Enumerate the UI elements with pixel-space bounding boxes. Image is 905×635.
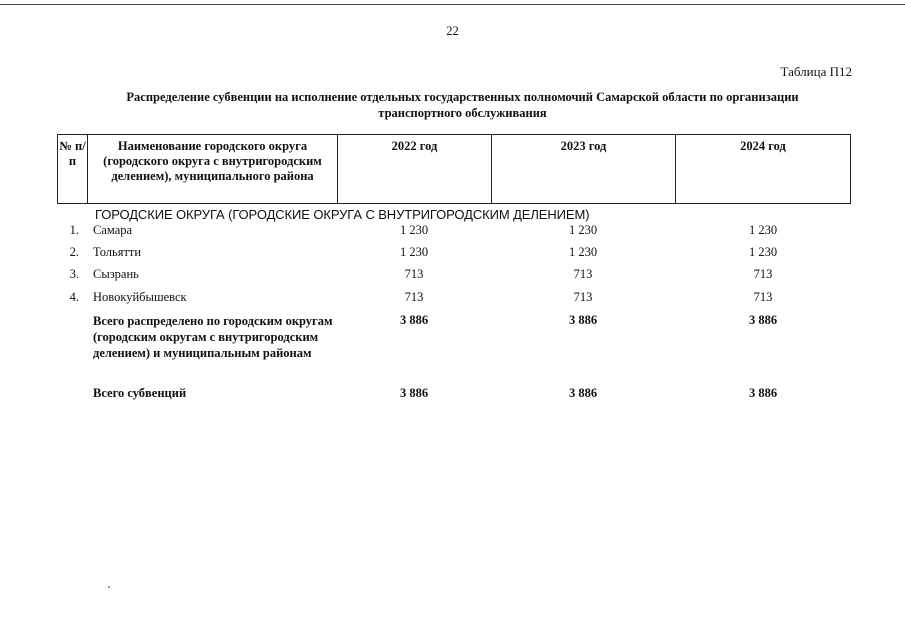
section-heading: ГОРОДСКИЕ ОКРУГА (ГОРОДСКИЕ ОКРУГА С ВНУТРИГОРОДСКИМ ДЕЛЕНИЕМ) [95,207,590,222]
total-distributed-2024: 3 886 [748,313,778,327]
row-value-2024: 713 [753,290,773,304]
row-num: 4. [69,290,79,304]
total-subvention-label: Всего субвенций [93,386,187,400]
row-name: Самара [93,223,133,237]
header-2024: 2024 год [740,139,786,153]
total-subvention-2023: 3 886 [568,386,598,400]
row-value-2023: 713 [573,290,593,304]
header-2023: 2023 год [492,135,676,203]
total-subvention-2024: 3 886 [748,386,778,400]
row-value-2022: 1 230 [399,223,429,237]
row-value-2023: 1 230 [568,245,598,259]
total-subvention-2022: 3 886 [399,386,429,400]
table-header [57,134,851,204]
document-title: Распределение субвенции на исполнение отдельных государственных полномочий Самарской области по организации транспортного обслуживания [126,90,799,120]
row-value-2022: 713 [404,290,424,304]
row-num: 2. [69,245,79,259]
top-rule [0,4,905,5]
table-label: Таблица П12 [780,64,852,79]
row-value-2024: 1 230 [748,223,778,237]
total-distributed-2023: 3 886 [568,313,598,327]
total-distributed-2022: 3 886 [399,313,429,327]
row-num: 1. [69,223,79,237]
row-name: Новокуйбышевск [93,290,187,304]
row-value-2022: 1 230 [399,245,429,259]
row-value-2023: 1 230 [568,223,598,237]
row-value-2022: 713 [404,267,424,281]
row-value-2023: 713 [573,267,593,281]
scan-speck [108,586,110,588]
total-distributed-label: Всего распределено по городским округам (городским округам с внутригородским делением) и муниципальным районам [93,314,333,360]
row-value-2024: 1 230 [748,245,778,259]
row-name: Тольятти [93,245,142,259]
header-2022: 2022 год [338,135,492,203]
header-name: Наименование городского округа (городского округа с внутригородским делением), муниципального района [88,135,338,203]
header-num: № п/п [58,135,88,203]
row-name: Сызрань [93,267,139,281]
page-number: 22 [446,24,459,38]
row-num: 3. [69,267,79,281]
row-value-2024: 713 [753,267,773,281]
